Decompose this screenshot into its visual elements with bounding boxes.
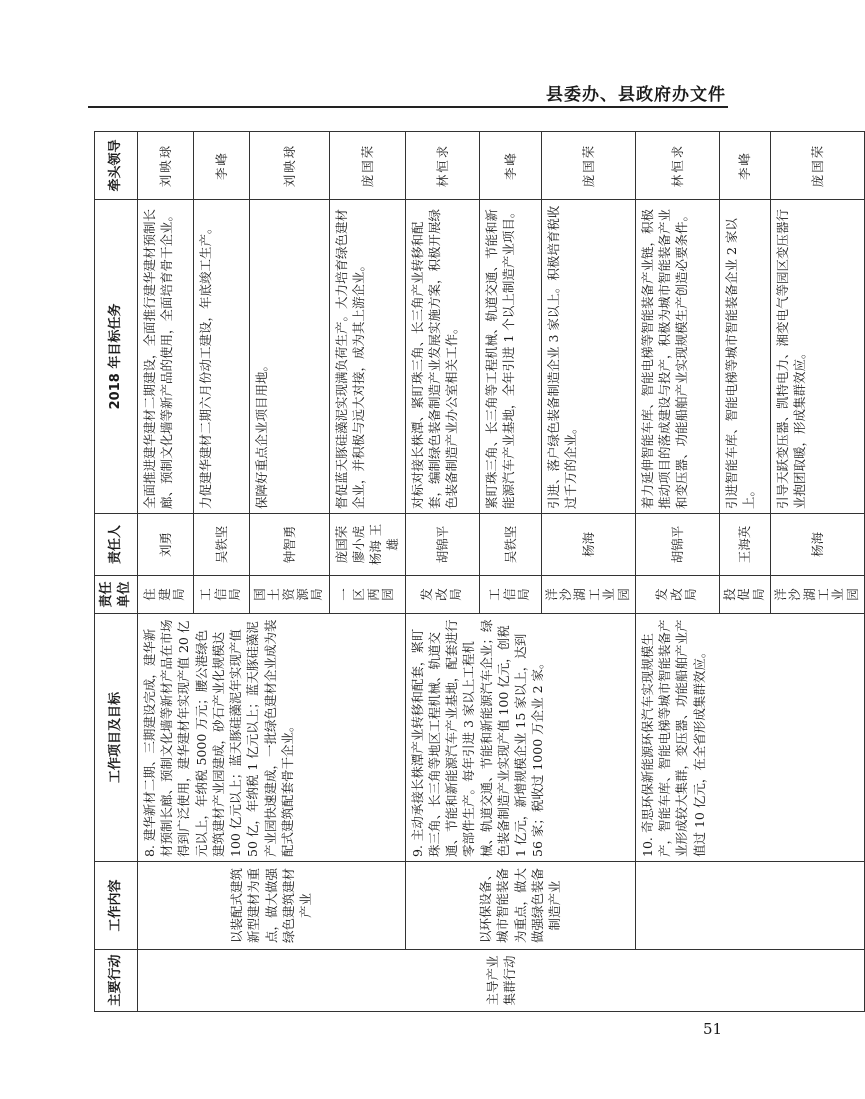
leader-cell: 刘映球 [249, 132, 329, 200]
unit-cell [635, 576, 719, 614]
person-cell: 胡锦平 [405, 514, 479, 576]
target-cell: 着力延伸智能车库、智能电梯等智能装备产业链，积极推动项目的落成建设与投产，积极为城市智能装备产业和变压器、功能船舶产业实现规模生产创造必要条件。 [635, 200, 719, 514]
col-header-action: 主要行动 [95, 950, 138, 1012]
target-cell: 引进智能车库、智能电梯等城市智能装备企业 2 家以上。 [719, 200, 770, 514]
unit-text: 工信局 [487, 588, 531, 601]
content-cell [635, 862, 864, 950]
col-header-project: 工作项目及目标 [95, 614, 138, 862]
col-header-content: 工作内容 [95, 862, 138, 950]
target-cell: 引导天跃变压器、凯特电力、湘变电气等园区变压器行业抱团取暖，形成集群效应。 [770, 200, 864, 514]
header-rule [88, 106, 728, 108]
leader-cell: 林恒求 [405, 132, 479, 200]
table-header-row [95, 132, 138, 1012]
unit-text: 投促局 [721, 588, 766, 601]
table-row [405, 132, 479, 1012]
target-cell: 全面推进建华建材二期建设，全面推行建华建材预制长廊、预制文化墙等新产品的使用，全面培育骨干企业。 [137, 200, 193, 514]
header-title: 县委办、县政府办文件 [546, 85, 726, 105]
leader-cell: 庞国荣 [541, 132, 635, 200]
table-row [137, 132, 193, 1012]
work-plan-table [94, 131, 865, 1012]
content-cell: 以装配式建筑新型建材为重点，做大做强绿色建筑建材产业 [137, 862, 405, 950]
unit-text: 国土资源局 [251, 588, 325, 601]
unit-text: 住建局 [142, 588, 187, 601]
rotated-table-container [94, 132, 860, 1012]
person-cell: 庞国荣 廖小虎 杨海 王雄 [329, 514, 405, 576]
target-cell: 引进、落户绿色装备制造企业 3 家以上。积极培育税收过千万的企业。 [541, 200, 635, 514]
leader-cell: 李峰 [479, 132, 541, 200]
target-cell: 紧盯珠三角、长三角等工程机械、轨道交通、节能和新能源汽车产业基地，全年引进 1 个以上制造产业项目。 [479, 200, 541, 514]
project-cell: 8. 建华新材二期、三期建设完成，建华新材预制长廊、预制文化墙等新材产品在市场得到广泛使用，建华建材年实现产值 20 亿元以上，年纳税 5000 万元；腰公港绿色建筑建材产业园建成，砂石产业化规模达 100 亿元以上；蓝天豚硅藻泥年实现产值 50 亿，年纳税 1 亿元以上；蓝天豚硅藻泥产业园快速建成，一批绿色建材企业成为装配式建筑配套骨干企业。 [137, 614, 405, 862]
unit-cell [137, 576, 193, 614]
unit-cell [249, 576, 329, 614]
leader-cell: 李峰 [719, 132, 770, 200]
person-cell: 杨海 [770, 514, 864, 576]
target-cell: 力促建华建材二期六月份动工建设，年底竣工生产。 [193, 200, 249, 514]
unit-cell [770, 576, 864, 614]
unit-cell [193, 576, 249, 614]
target-cell: 保障好重点企业项目用地。 [249, 200, 329, 514]
person-cell: 钟智勇 [249, 514, 329, 576]
col-header-target: 2018 年目标任务 [95, 200, 138, 514]
content-cell: 以环保设备、城市智能装备为重点，做大做强绿色装备制造产业 [405, 862, 635, 950]
unit-cell [479, 576, 541, 614]
col-header-leader: 牵头领导 [95, 132, 138, 200]
page-number: 51 [703, 1020, 723, 1038]
unit-text: 发改局 [654, 588, 698, 601]
person-cell: 王海英 [719, 514, 770, 576]
leader-cell: 李峰 [193, 132, 249, 200]
target-cell: 对标对接长株潭、紧盯珠三角、长三角产业转移和配套，编制绿色装备制造产业发展实施方案，积极开展绿色装备制造产业办公室相关工作。 [405, 200, 479, 514]
person-cell: 刘勇 [137, 514, 193, 576]
unit-text: 工信局 [198, 588, 243, 601]
person-cell: 杨海 [541, 514, 635, 576]
unit-cell [719, 576, 770, 614]
unit-text: 发改局 [419, 588, 463, 601]
unit-text: 一区两园 [336, 588, 396, 601]
unit-cell [541, 576, 635, 614]
table-row [635, 132, 719, 1012]
person-cell: 吴铁坚 [479, 514, 541, 576]
leader-cell: 林恒求 [635, 132, 719, 200]
col-header-person: 责任人 [95, 514, 138, 576]
leader-cell: 刘映球 [137, 132, 193, 200]
leader-cell: 庞国荣 [770, 132, 864, 200]
leader-cell: 庞国荣 [329, 132, 405, 200]
project-cell: 10. 奇思环保新能源环保汽车实现规模生产，智能车库、智能电梯等城市智能装备产业形成较大集群，变压器、功能船舶产业产值过 10 亿元，在全省形成集群效应。 [635, 614, 864, 862]
col-header-unit: 责任单位 [95, 576, 138, 614]
person-cell: 胡锦平 [635, 514, 719, 576]
unit-text: 洋沙湖工业园 [543, 588, 631, 601]
target-cell: 督促蓝天豚硅藻泥实现满负荷生产。大力培育绿色建材企业，并积极与远大对接，成为其上游企业。 [329, 200, 405, 514]
unit-cell [329, 576, 405, 614]
person-cell: 吴铁坚 [193, 514, 249, 576]
unit-text: 洋沙湖工业园 [772, 588, 860, 601]
unit-cell [405, 576, 479, 614]
project-cell: 9. 主动承接长株潭产业转移和配套，紧盯珠三角、长三角等地区工程机械、轨道交通、节能和新能源汽车产业基地，配套进行零部件生产。每年引进 3 家以上工程机械、轨道交通、节能和新能源汽车企业；绿色装备制造产业实现产值 100 亿元，创税 1 亿元，新增规模企业 15 家以上，达到 56 家；税收过 1000 万企业 2 家。 [405, 614, 635, 862]
action-cell: 主导产业集群行动 [137, 950, 864, 1012]
